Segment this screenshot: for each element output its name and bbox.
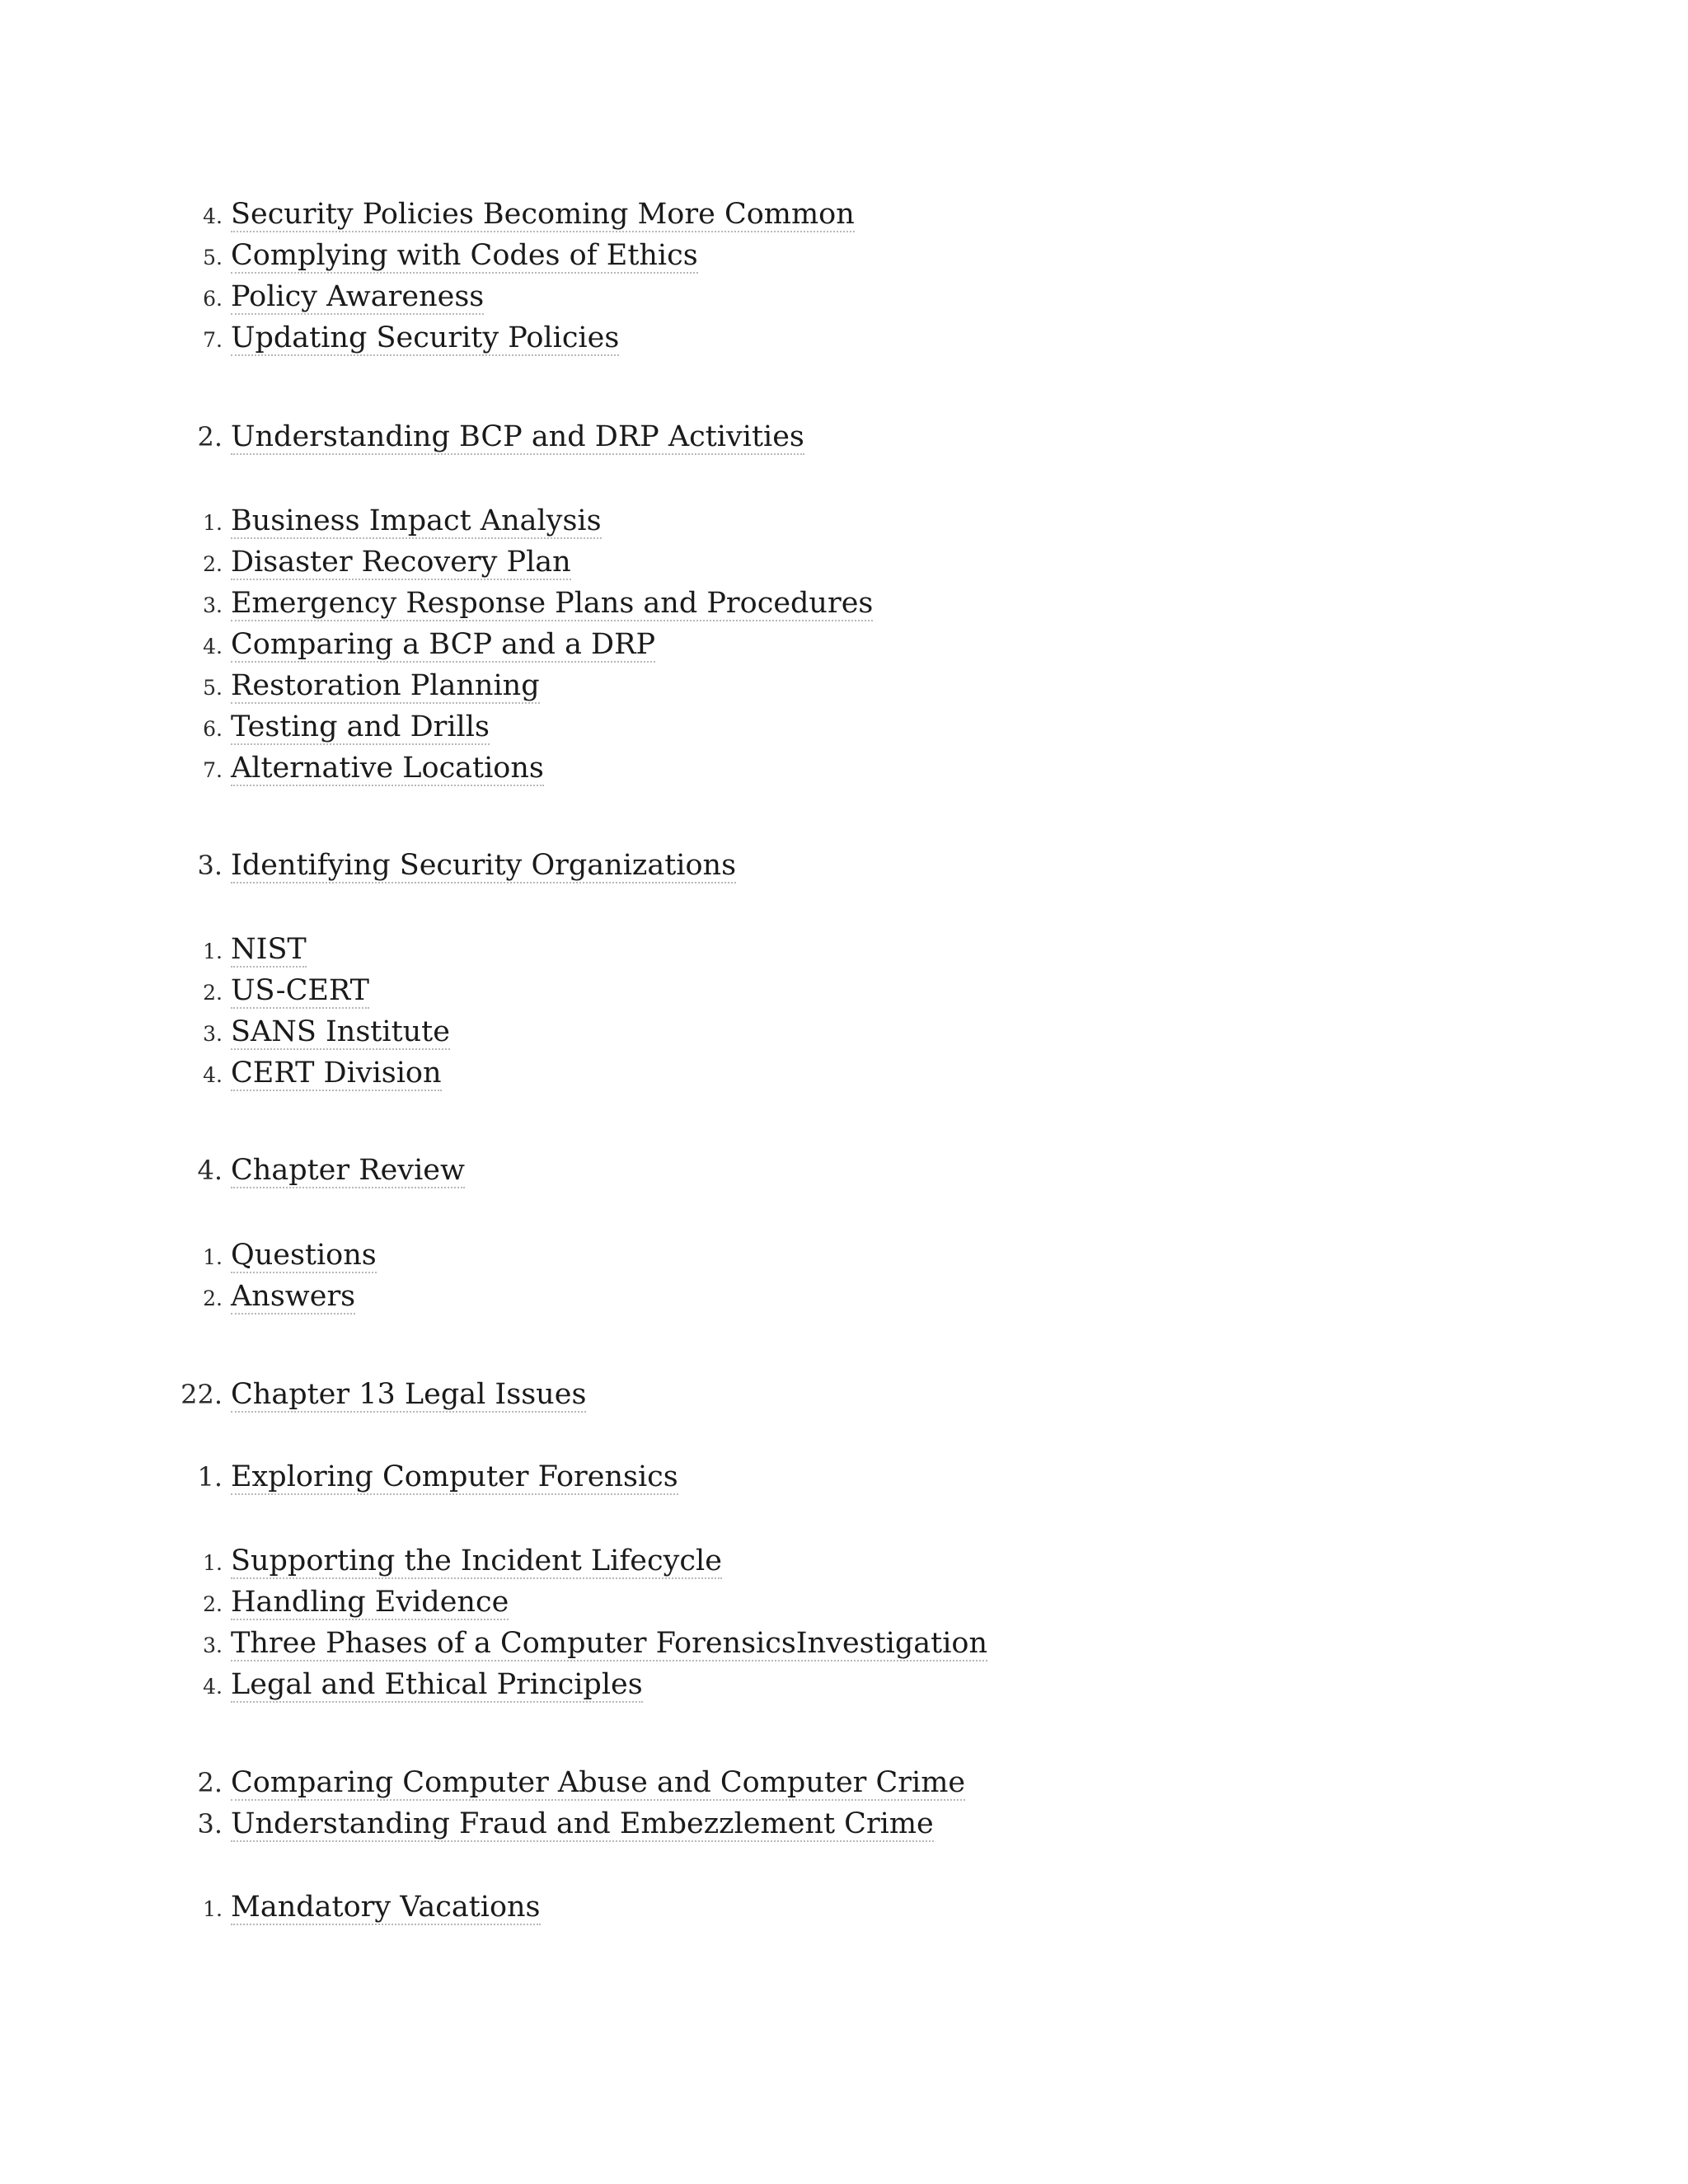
toc-entry xyxy=(0,1807,934,1849)
toc-entry-link[interactable]: CERT Division xyxy=(231,1057,442,1091)
toc-entry-number: 2. xyxy=(203,1286,223,1310)
toc-entry xyxy=(0,504,602,546)
toc-entry xyxy=(0,1460,678,1502)
toc-entry-number: 2. xyxy=(203,981,223,1005)
toc-entry-link[interactable]: Chapter 13 Legal Issues xyxy=(231,1378,586,1413)
toc-entry-link[interactable]: Identifying Security Organizations xyxy=(231,849,736,883)
toc-entry xyxy=(0,239,698,280)
toc-entry-number: 2. xyxy=(203,552,223,576)
toc-entry-number: 4. xyxy=(203,1063,223,1087)
toc-entry-number: 1. xyxy=(203,1897,223,1921)
toc-entry xyxy=(0,933,307,974)
toc-entry-number: 5. xyxy=(203,246,223,269)
toc-entry-link[interactable]: Chapter Review xyxy=(231,1154,465,1188)
toc-entry-link[interactable]: Understanding Fraud and Embezzlement Crime xyxy=(231,1807,934,1842)
toc-entry-link[interactable]: Testing and Drills xyxy=(231,710,490,745)
toc-entry xyxy=(0,974,369,1015)
toc-entry-link[interactable]: Legal and Ethical Principles xyxy=(231,1668,643,1703)
toc-entry-link[interactable]: Questions xyxy=(231,1239,377,1273)
toc-entry-number: 3. xyxy=(203,593,223,617)
toc-entry xyxy=(0,1015,450,1057)
toc-entry xyxy=(0,280,484,321)
toc-entry xyxy=(0,1766,965,1807)
toc-entry-link[interactable]: Comparing a BCP and a DRP xyxy=(231,628,655,663)
toc-entry xyxy=(0,1280,355,1321)
toc-entry-number: 7. xyxy=(203,328,223,352)
toc-entry xyxy=(0,1586,509,1627)
toc-entry xyxy=(0,628,655,669)
toc-entry xyxy=(0,420,804,462)
toc-entry-number: 4. xyxy=(203,1675,223,1699)
toc-entry-number: 4. xyxy=(203,204,223,228)
toc-entry xyxy=(0,1057,442,1098)
toc-entry-link[interactable]: Restoration Planning xyxy=(231,669,540,704)
toc-entry-number: 1. xyxy=(203,940,223,963)
toc-entry-number: 1. xyxy=(197,1461,223,1493)
toc-entry xyxy=(0,1544,722,1586)
toc-entry-number: 2. xyxy=(197,421,223,452)
toc-entry-link[interactable]: Mandatory Vacations xyxy=(231,1891,541,1925)
toc-entry xyxy=(0,587,873,628)
toc-entry xyxy=(0,321,619,363)
toc-entry-number: 7. xyxy=(203,758,223,782)
toc-entry-number: 6. xyxy=(203,717,223,741)
toc-entry-link[interactable]: Business Impact Analysis xyxy=(231,504,602,539)
toc-entry-link[interactable]: Emergency Response Plans and Procedures xyxy=(231,587,873,621)
toc-entry-number: 6. xyxy=(203,287,223,311)
toc-entry xyxy=(0,710,490,752)
toc-entry-link[interactable]: Security Policies Becoming More Common xyxy=(231,198,855,232)
toc-entry xyxy=(0,1239,377,1280)
toc-entry-link[interactable]: Complying with Codes of Ethics xyxy=(231,239,698,274)
toc-entry xyxy=(0,752,544,793)
toc-entry-number: 3. xyxy=(197,1808,223,1840)
toc-entry-link[interactable]: Updating Security Policies xyxy=(231,321,619,356)
toc-entry-link[interactable]: SANS Institute xyxy=(231,1015,450,1050)
toc-entry-number: 3. xyxy=(203,1633,223,1657)
toc-entry-link[interactable]: US-CERT xyxy=(231,974,369,1009)
toc-entry xyxy=(0,1668,643,1709)
toc-entry xyxy=(0,1891,541,1932)
toc-entry xyxy=(0,1378,586,1419)
toc-entry-link[interactable]: Understanding BCP and DRP Activities xyxy=(231,420,804,455)
toc-entry xyxy=(0,198,855,239)
toc-entry-number: 2. xyxy=(197,1767,223,1798)
toc-entry xyxy=(0,849,736,890)
toc-entry-link[interactable]: NIST xyxy=(231,933,307,968)
toc-entry-number: 1. xyxy=(203,1551,223,1575)
toc-entry xyxy=(0,546,571,587)
toc-entry xyxy=(0,669,540,710)
toc-entry-link[interactable]: Handling Evidence xyxy=(231,1586,509,1620)
toc-entry-link[interactable]: Alternative Locations xyxy=(231,752,544,786)
toc-entry xyxy=(0,1154,465,1195)
toc-entry-number: 3. xyxy=(203,1022,223,1046)
toc-entry-link[interactable]: Answers xyxy=(231,1280,355,1315)
toc-entry-number: 4. xyxy=(197,1155,223,1186)
toc-entry-number: 1. xyxy=(203,511,223,535)
toc-entry-link[interactable]: Three Phases of a Computer ForensicsInvestigation xyxy=(231,1627,987,1661)
toc-entry xyxy=(0,1627,987,1668)
toc-entry-link[interactable]: Comparing Computer Abuse and Computer Crime xyxy=(231,1766,965,1801)
toc-entry-link[interactable]: Policy Awareness xyxy=(231,280,484,315)
toc-entry-link[interactable]: Supporting the Incident Lifecycle xyxy=(231,1544,722,1579)
toc-entry-number: 5. xyxy=(203,676,223,700)
toc-entry-number: 4. xyxy=(203,635,223,658)
toc-entry-number: 1. xyxy=(203,1245,223,1269)
toc-entry-number: 2. xyxy=(203,1592,223,1616)
toc-entry-number: 22. xyxy=(181,1379,223,1410)
toc-entry-number: 3. xyxy=(197,850,223,881)
toc-entry-link[interactable]: Exploring Computer Forensics xyxy=(231,1460,678,1495)
toc-entry-link[interactable]: Disaster Recovery Plan xyxy=(231,546,571,580)
